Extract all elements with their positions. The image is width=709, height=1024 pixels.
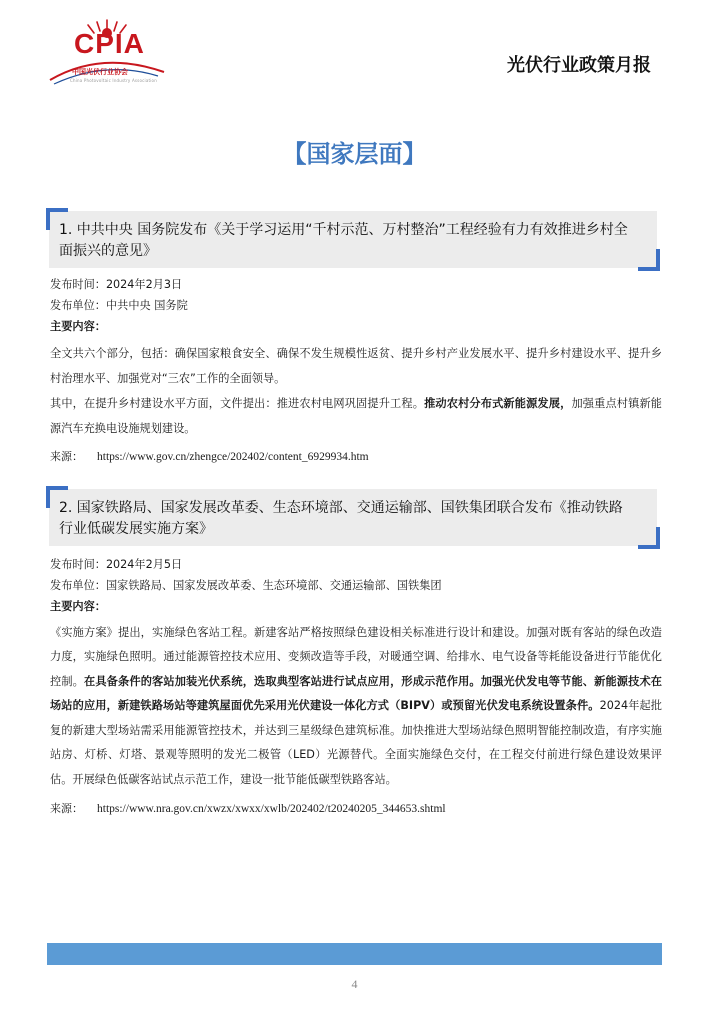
item-2-title-box: [49, 489, 657, 546]
corner-bracket-icon: [638, 249, 660, 271]
item-1-title-box: [49, 211, 657, 268]
item-2-source-link[interactable]: https://www.nra.gov.cn/xwzx/xwxx/xwlb/202402/t20240205_344653.shtml: [97, 802, 446, 815]
corner-bracket-icon: [46, 486, 68, 508]
item-1-date: 发布时间：2024年2月3日: [50, 278, 183, 291]
page-number: 4: [351, 977, 358, 991]
item-2-unit: 发布单位：国家铁路局、国家发展改革委、生态环境部、交通运输部、国铁集团: [50, 579, 442, 592]
item-1-main-label: 主要内容：: [50, 320, 106, 333]
cpia-logo: [46, 16, 168, 88]
item-1-para-2-bold: 推动农村分布式新能源发展，: [424, 396, 572, 410]
item-2-para: [50, 621, 662, 793]
footer-bar: [47, 943, 662, 965]
item-1-para-2-end: 加强重点村镇新能源汽车充换电设施规划建设。: [50, 396, 662, 435]
item-1-title: 1. 中共中央 国务院发布《关于学习运用“千村示范、万村整治”工程经验有力有效推进乡村全面振兴的意见》: [59, 222, 628, 259]
item-2-para-text-a: 《实施方案》提出，实施绿色客站工程。新建客站严格按照绿色建设相关标准进行设计和建设。加强对既有客站的绿色改造力度，实施绿色照明。通过能源管控技术应用、变频改造等手段，对暖通空调、给排水、电气设备等耗能设备进行节能优化控制。: [50, 625, 662, 688]
item-2-body: [50, 555, 662, 819]
source-label: 来源：: [50, 449, 83, 463]
item-1-body: [50, 275, 662, 467]
item-1-source-link[interactable]: https://www.gov.cn/zhengce/202402/content_6929934.htm: [97, 450, 369, 463]
item-2-title: 2. 国家铁路局、国家发展改革委、生态环境部、交通运输部、国铁集团联合发布《推动铁路行业低碳发展实施方案》: [59, 500, 623, 537]
item-2-date: 发布时间：2024年2月5日: [50, 558, 183, 571]
logo-chinese-name: 中国光伏行业协会: [72, 68, 128, 76]
item-2-main-label: 主要内容：: [50, 600, 106, 613]
source-label: 来源：: [50, 801, 83, 815]
item-2-para-text-c: 2024年起批复的新建大型场站需采用能源管控技术，并达到三星级绿色建筑标准。加快推进大型场站绿色照明智能控制改造，有序实施站房、灯桥、灯塔、景观等照明的发光二极管（LED）光源替代。全面实施绿色交付，在工程交付前进行绿色建设效果评估。开展绿色低碳客站试点示范工作，建设一批节能低碳型铁路客站。: [50, 699, 662, 787]
item-1-unit: 发布单位：中共中央 国务院: [50, 299, 188, 312]
corner-bracket-icon: [46, 208, 68, 230]
item-2-para-bold: 在具备条件的客站加装光伏系统，选取典型客站进行试点应用，形成示范作用。加强光伏发电等节能、新能源技术在场站的应用，新建铁路场站等建筑屋面优先采用光伏建设一体化方式（BIPV）或预留光伏发电系统设置条件。: [50, 674, 662, 713]
section-heading: 【国家层面】: [282, 140, 427, 168]
report-title: 光伏行业政策月报: [507, 55, 651, 76]
item-1-para-1: 全文共六个部分，包括：确保国家粮食安全、确保不发生规模性返贫、提升乡村产业发展水平、提升乡村建设水平、提升乡村治理水平、加强党对“三农”工作的全面领导。: [50, 346, 662, 385]
item-1-source: [50, 447, 662, 468]
item-2-source: [50, 799, 662, 820]
corner-bracket-icon: [638, 527, 660, 549]
logo-wordmark: CPIA: [74, 28, 145, 59]
logo-english-name: China Photovoltaic Industry Association: [70, 78, 157, 83]
item-1-para-2-text: 其中，在提升乡村建设水平方面，文件提出：推进农村电网巩固提升工程。: [50, 396, 425, 410]
item-1-para-2: [50, 391, 662, 441]
